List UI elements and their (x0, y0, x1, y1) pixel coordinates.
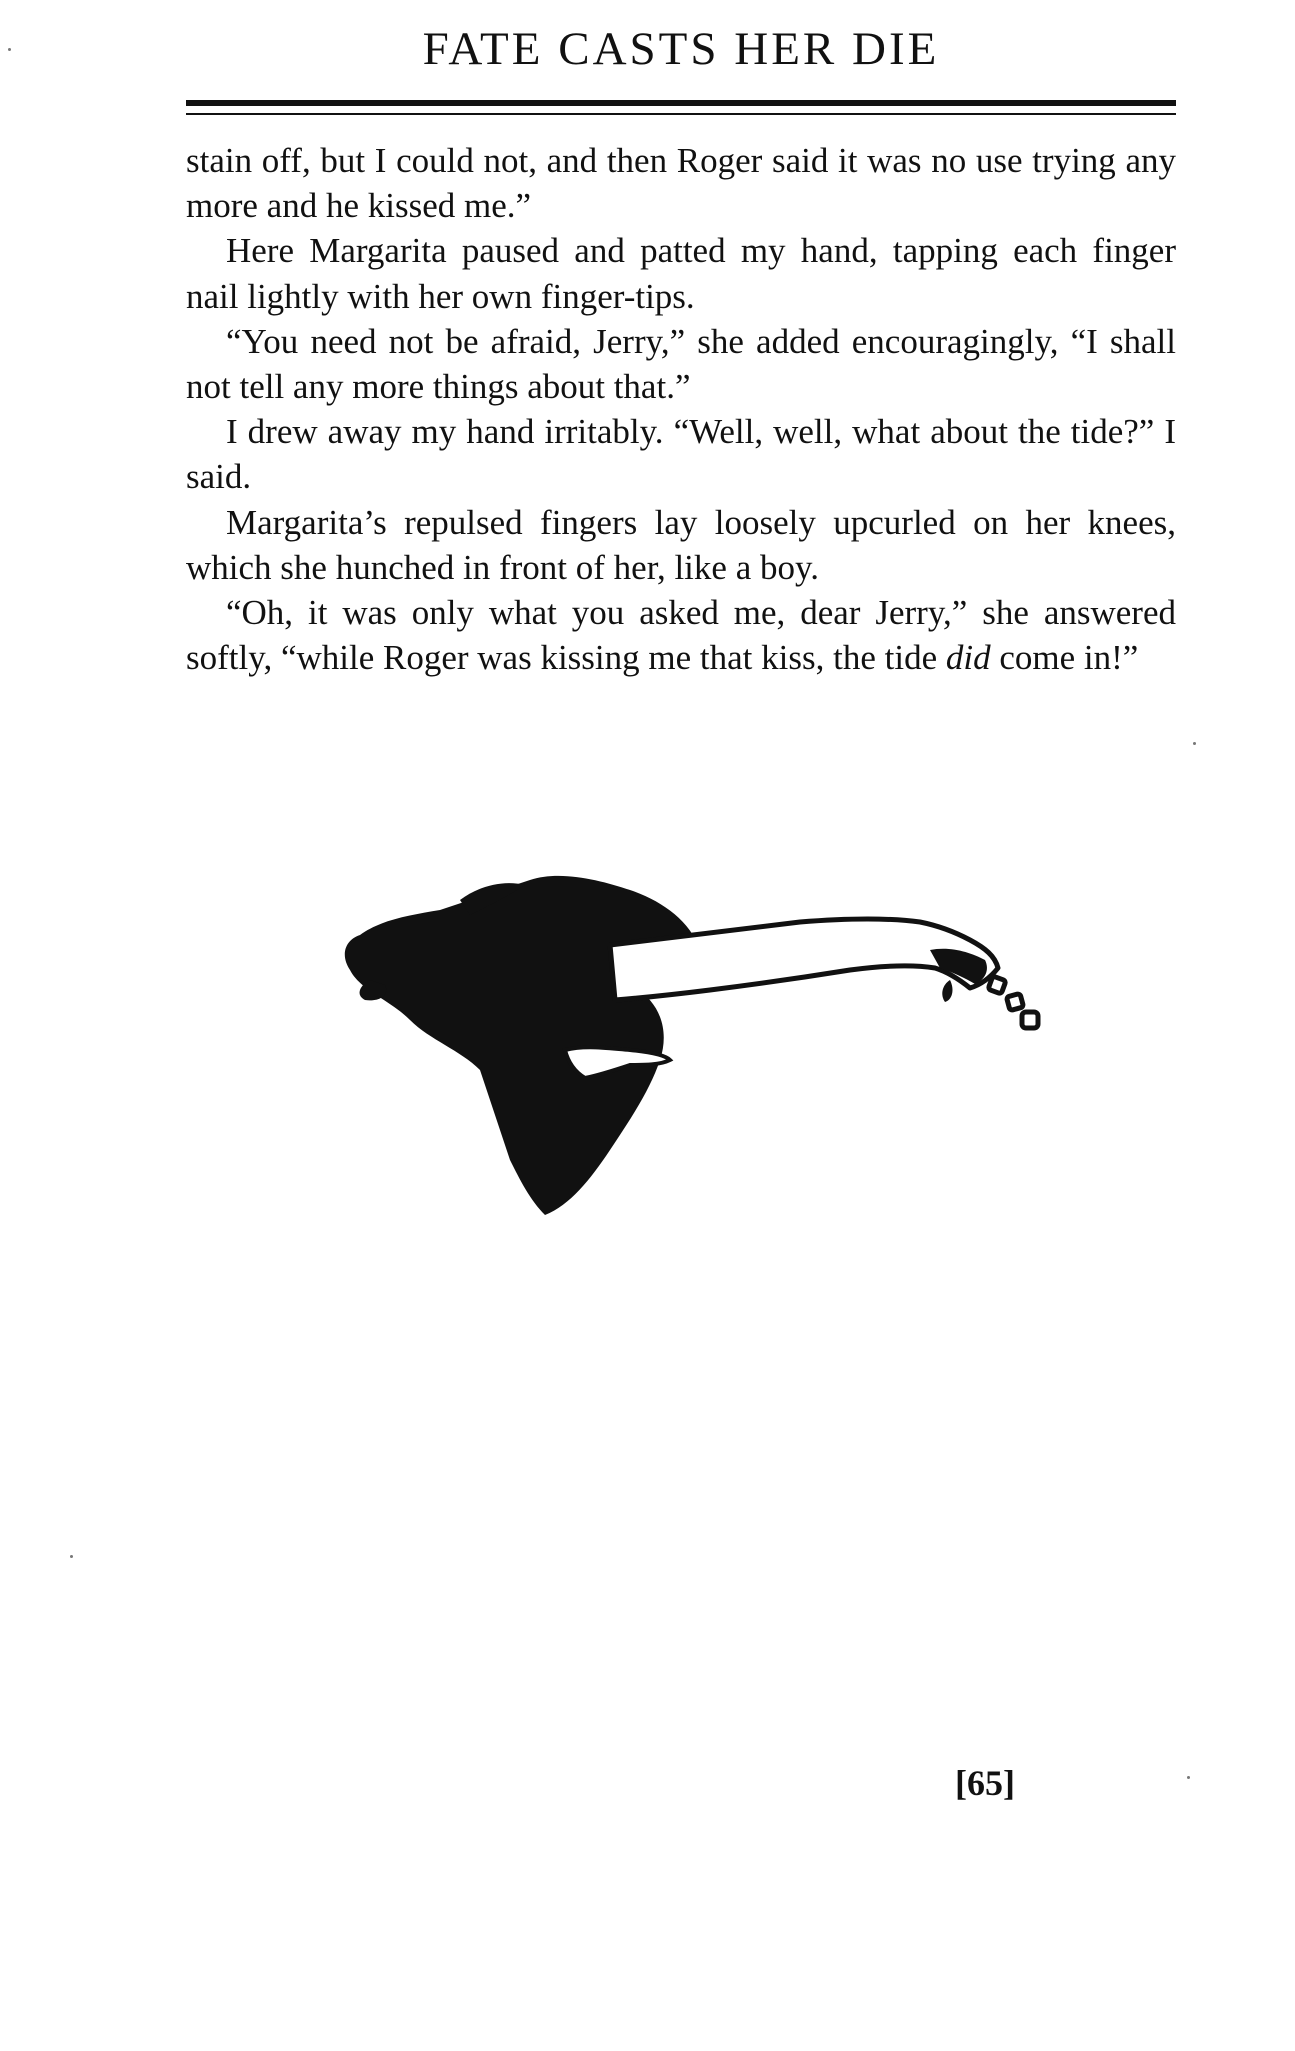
paragraph-5: Margarita’s repulsed fingers lay loosely upcurled on her knees, which she hunched in front of her, like a boy. (186, 502, 1176, 587)
draped-figure-silhouette (345, 876, 700, 1215)
header-rule-thin (186, 113, 1176, 115)
margin-speck (1193, 742, 1196, 745)
margin-speck (70, 1555, 73, 1558)
paragraph-4: I drew away my hand irritably. “Well, well, what about the tide?” I said. (186, 412, 1176, 497)
paragraph-1: stain off, but I could not, and then Roger said it was no use trying any more and he kissed me.” (186, 141, 1176, 226)
running-title: FATE CASTS HER DIE (422, 23, 940, 75)
page-number: [65] (955, 1763, 1015, 1803)
paragraph-6-text-b: come in!” (990, 638, 1139, 678)
paragraph-2: Here Margarita paused and patted my hand, tapping each finger nail lightly with her own finger-tips. (186, 231, 1176, 316)
header-rule-thick (186, 100, 1176, 106)
body-text (186, 138, 1176, 680)
cast-dice (988, 976, 1038, 1028)
margin-speck (1187, 1776, 1190, 1779)
figure-casting-dice-icon (330, 860, 1050, 1220)
paragraph-3: “You need not be afraid, Jerry,” she added encouragingly, “I shall not tell any more things about that.” (186, 321, 1176, 407)
paragraph-6 (186, 590, 1176, 680)
paragraph-6-text-a: “Oh, it was only what you asked me, dear Jerry,” she answered softly, “while Roger was kissing me that kiss, the tide (186, 593, 1176, 678)
italic-emphasis: did (945, 638, 991, 678)
margin-speck (8, 48, 11, 51)
